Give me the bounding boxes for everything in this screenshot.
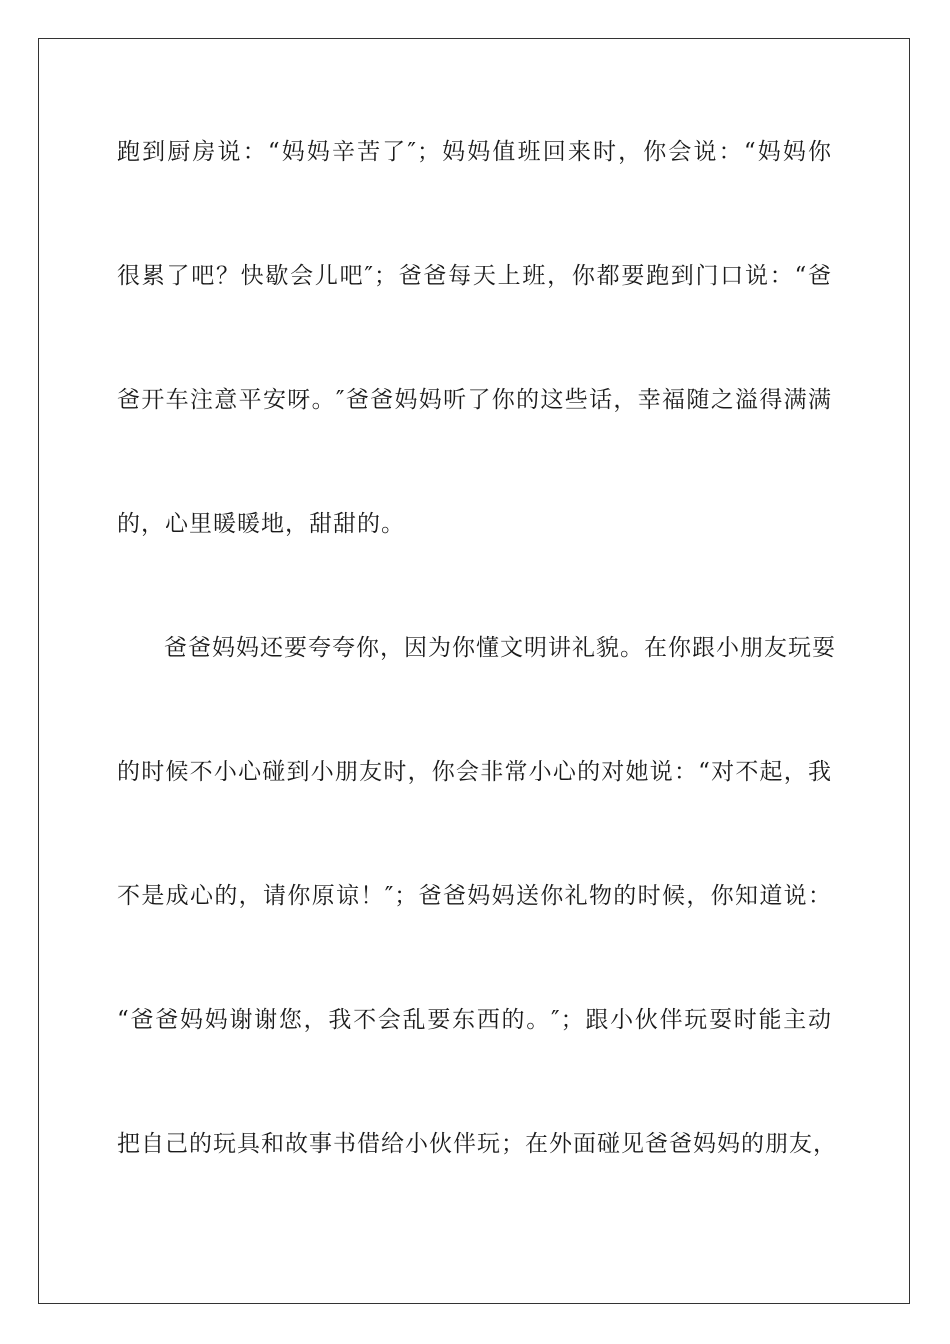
text-line: 跑到厨房说：“妈妈辛苦了″；妈妈值班回来时，你会说：“妈妈你: [117, 139, 832, 165]
text-line: 不是成心的，请你原谅！″；爸爸妈妈送你礼物的时候，你知道说：: [117, 883, 832, 909]
text-line: 把自己的玩具和故事书借给小伙伴玩；在外面碰见爸爸妈妈的朋友，: [117, 1131, 837, 1157]
text-line: 的，心里暖暖地，甜甜的。: [117, 511, 405, 537]
page-frame: [38, 38, 910, 1304]
text-line: “爸爸妈妈谢谢您，我不会乱要东西的。″；跟小伙伴玩耍时能主动: [117, 1007, 832, 1033]
text-line: 的时候不小心碰到小朋友时，你会非常小心的对她说：“对不起，我: [117, 759, 832, 785]
text-line: 爸开车注意平安呀。″爸爸妈妈听了你的这些话，幸福随之溢得满满: [117, 387, 832, 413]
text-line: 爸爸妈妈还要夸夸你，因为你懂文明讲礼貌。在你跟小朋友玩耍: [164, 635, 836, 661]
text-line: 很累了吧？快歇会儿吧″；爸爸每天上班，你都要跑到门口说：“爸: [117, 263, 832, 289]
